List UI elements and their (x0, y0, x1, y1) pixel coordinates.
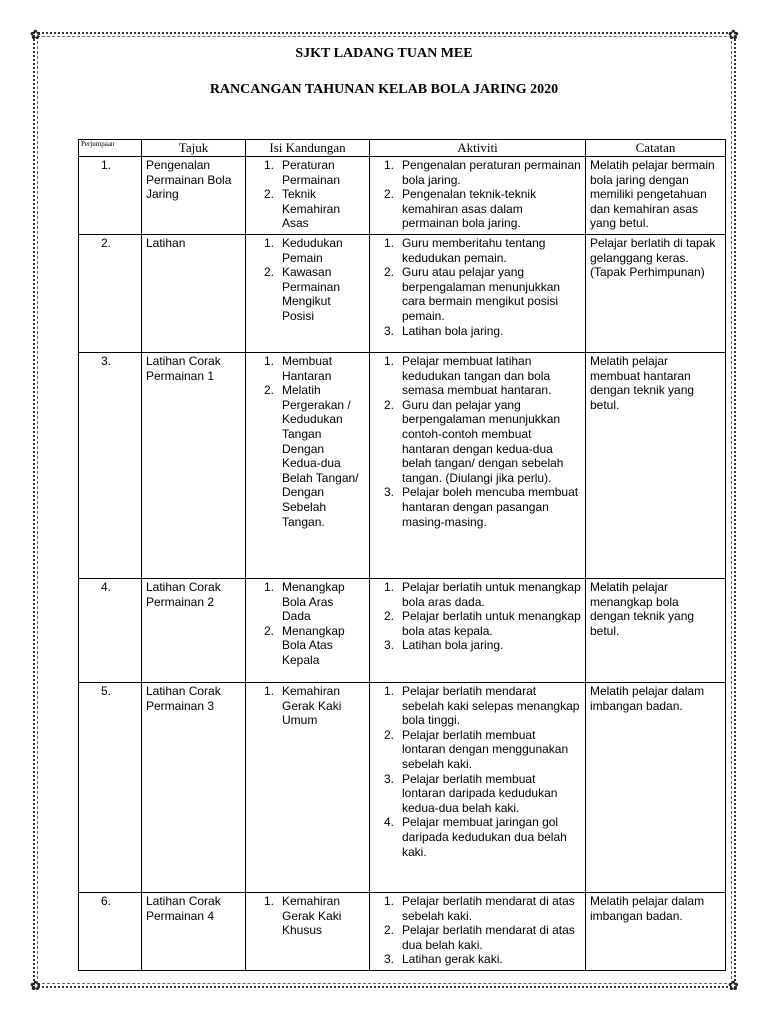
aktiviti-item (374, 923, 581, 952)
header-isi-kandungan: Isi Kandungan (246, 140, 370, 157)
list-number: 1. (383, 236, 394, 250)
row-aktiviti-list (374, 236, 581, 338)
list-number: 2. (383, 265, 394, 280)
list-number: 1. (383, 158, 394, 172)
list-number: 3. (383, 485, 394, 500)
aktiviti-item (374, 952, 581, 967)
header-aktiviti: Aktiviti (370, 140, 586, 157)
list-text: Pelajar berlatih mendarat di atas sebelah kaki. (402, 894, 575, 923)
row-tajuk: Pengenalan Permainan Bola Jaring (142, 157, 246, 235)
row-aktiviti-list (374, 580, 581, 653)
aktiviti-item (374, 158, 581, 187)
list-text: Membuat Hantaran (282, 354, 333, 383)
row-catatan: Melatih pelajar bermain bola jaring dengan memiliki pengetahuan dan kemahiran asas yang betul. (586, 157, 726, 235)
list-text: Latihan bola jaring. (402, 323, 504, 338)
row-isi-kandungan-list (250, 158, 365, 231)
isi-item (250, 158, 365, 187)
row-isi-kandungan-list (250, 236, 365, 324)
list-number: 1. (383, 580, 394, 594)
list-text: Guru dan pelajar yang berpengalaman menunjukkan contoh-contoh membuat hantaran dengan kedua-dua belah tangan/ dengan sebelah tangan. (Diulangi jika perlu). (402, 397, 564, 485)
table-row (79, 683, 726, 893)
list-text: Kedudukan Pemain (282, 236, 343, 265)
corner-ornament-bottom-right: ✿ (728, 979, 739, 994)
annual-plan-table (78, 139, 726, 971)
table-row (79, 235, 726, 353)
isi-item (250, 383, 365, 529)
header-tajuk: Tajuk (142, 140, 246, 157)
aktiviti-item (374, 638, 581, 653)
list-text: Pelajar boleh mencuba membuat hantaran dengan pasangan masing-masing. (402, 485, 579, 529)
row-number: 1. (79, 157, 142, 235)
corner-ornament-top-right: ✿ (728, 28, 739, 43)
list-number: 1. (263, 236, 274, 250)
isi-item (250, 684, 365, 728)
table-header-row (79, 140, 726, 157)
row-aktiviti (370, 893, 586, 971)
row-isi-kandungan (246, 353, 370, 579)
table-row (79, 579, 726, 683)
list-text: Kawasan Permainan Mengikut Posisi (282, 265, 341, 323)
aktiviti-item (374, 265, 581, 323)
row-number: 3. (79, 353, 142, 579)
isi-item (250, 580, 365, 624)
aktiviti-item (374, 580, 581, 609)
list-text: Pelajar membuat jaringan gol daripada kedudukan dua belah kaki. (402, 815, 567, 859)
list-text: Pelajar berlatih mendarat di atas dua belah kaki. (402, 923, 575, 952)
table-row (79, 353, 726, 579)
row-catatan: Melatih pelajar membuat hantaran dengan teknik yang betul. (586, 353, 726, 579)
row-number: 6. (79, 893, 142, 971)
list-text: Pelajar berlatih mendarat sebelah kaki selepas menangkap bola tinggi. (402, 684, 580, 728)
list-number: 2. (383, 609, 394, 624)
row-tajuk: Latihan Corak Permainan 3 (142, 683, 246, 893)
row-isi-kandungan-list (250, 354, 365, 529)
row-catatan: Melatih pelajar dalam imbangan badan. (586, 683, 726, 893)
school-name: SJKT LADANG TUAN MEE (295, 46, 473, 61)
row-number: 2. (79, 235, 142, 353)
list-text: Teknik Kemahiran Asas (282, 187, 341, 231)
header-catatan: Catatan (586, 140, 726, 157)
row-aktiviti-list (374, 354, 581, 529)
isi-item (250, 265, 365, 323)
list-number: 2. (383, 397, 394, 412)
aktiviti-item (374, 187, 581, 231)
row-aktiviti-list (374, 158, 581, 231)
row-isi-kandungan-list (250, 894, 365, 938)
row-isi-kandungan-list (250, 684, 365, 728)
row-aktiviti (370, 353, 586, 579)
list-text: Pelajar membuat latihan kedudukan tangan dan bola semasa membuat hantaran. (402, 354, 552, 398)
list-text: Guru atau pelajar yang berpengalaman menunjukkan cara bermain mengikut posisi pemain. (402, 265, 561, 323)
aktiviti-item (374, 485, 581, 529)
corner-ornament-bottom-left: ✿ (30, 979, 41, 994)
list-text: Pelajar berlatih untuk menangkap bola atas kepala. (402, 609, 581, 638)
list-text: Menangkap Bola Aras Dada (282, 580, 345, 624)
list-number: 1. (383, 354, 394, 368)
row-isi-kandungan (246, 683, 370, 893)
aktiviti-item (374, 398, 581, 486)
corner-ornament-top-left: ✿ (30, 28, 41, 43)
list-number: 1. (263, 354, 274, 368)
row-tajuk: Latihan Corak Permainan 2 (142, 579, 246, 683)
list-number: 3. (383, 638, 394, 653)
list-text: Kemahiran Gerak Kaki Khusus (282, 894, 342, 938)
row-tajuk: Latihan Corak Permainan 4 (142, 893, 246, 971)
row-number: 4. (79, 579, 142, 683)
aktiviti-item (374, 609, 581, 638)
row-aktiviti-list (374, 894, 581, 967)
list-number: 1. (263, 158, 274, 172)
isi-item (250, 894, 365, 938)
list-text: Latihan bola jaring. (402, 638, 504, 653)
list-number: 3. (383, 952, 394, 967)
aktiviti-item (374, 236, 581, 265)
list-number: 4. (383, 815, 394, 830)
isi-item (250, 354, 365, 383)
row-aktiviti (370, 683, 586, 893)
list-number: 2. (263, 623, 274, 638)
row-isi-kandungan (246, 893, 370, 971)
row-aktiviti (370, 235, 586, 353)
list-number: 1. (263, 894, 274, 908)
aktiviti-item (374, 354, 581, 398)
table-row (79, 893, 726, 971)
list-number: 2. (263, 383, 274, 398)
row-tajuk: Latihan Corak Permainan 1 (142, 353, 246, 579)
aktiviti-item (374, 815, 581, 859)
list-number: 2. (383, 727, 394, 742)
list-text: Guru memberitahu tentang kedudukan pemain. (402, 236, 546, 265)
row-isi-kandungan (246, 157, 370, 235)
list-text: Melatih Pergerakan / Kedudukan Tangan Dengan Kedua-dua Belah Tangan/ Dengan Sebelah Tangan. (282, 383, 359, 529)
aktiviti-item (374, 772, 581, 816)
row-aktiviti-list (374, 684, 581, 859)
list-number: 2. (263, 187, 274, 202)
isi-item (250, 624, 365, 668)
list-number: 1. (263, 684, 274, 698)
aktiviti-item (374, 324, 581, 339)
list-text: Pengenalan teknik-teknik kemahiran asas dalam permainan bola jaring. (402, 187, 537, 231)
row-catatan: Melatih pelajar dalam imbangan badan. (586, 893, 726, 971)
row-aktiviti (370, 157, 586, 235)
list-number: 2. (383, 923, 394, 938)
list-number: 1. (383, 684, 394, 698)
list-number: 2. (263, 265, 274, 280)
list-text: Pelajar berlatih membuat lontaran daripada kedudukan kedua-dua belah kaki. (402, 771, 558, 815)
row-isi-kandungan (246, 235, 370, 353)
aktiviti-item (374, 728, 581, 772)
plan-title: RANCANGAN TAHUNAN KELAB BOLA JARING 2020 (209, 82, 559, 97)
row-isi-kandungan-list (250, 580, 365, 668)
row-catatan: Melatih pelajar menangkap bola dengan teknik yang betul. (586, 579, 726, 683)
list-number: 3. (383, 323, 394, 338)
list-number: 2. (383, 187, 394, 202)
list-text: Pengenalan peraturan permainan bola jaring. (402, 158, 581, 187)
table-row (79, 157, 726, 235)
list-number: 3. (383, 771, 394, 786)
row-aktiviti (370, 579, 586, 683)
list-text: Menangkap Bola Atas Kepala (282, 623, 345, 667)
row-number: 5. (79, 683, 142, 893)
aktiviti-item (374, 684, 581, 728)
list-text: Pelajar berlatih untuk menangkap bola aras dada. (402, 580, 581, 609)
row-tajuk: Latihan (142, 235, 246, 353)
list-number: 1. (383, 894, 394, 908)
header-perjumpaan: Perjumpaan (79, 140, 142, 157)
list-text: Latihan gerak kaki. (402, 952, 503, 967)
isi-item (250, 236, 365, 265)
row-isi-kandungan (246, 579, 370, 683)
row-catatan: Pelajar berlatih di tapak gelanggang keras. (Tapak Perhimpunan) (586, 235, 726, 353)
list-number: 1. (263, 580, 274, 594)
list-text: Kemahiran Gerak Kaki Umum (282, 684, 342, 728)
list-text: Pelajar berlatih membuat lontaran dengan menggunakan sebelah kaki. (402, 727, 569, 771)
aktiviti-item (374, 894, 581, 923)
list-text: Peraturan Permainan (282, 158, 341, 187)
isi-item (250, 187, 365, 231)
